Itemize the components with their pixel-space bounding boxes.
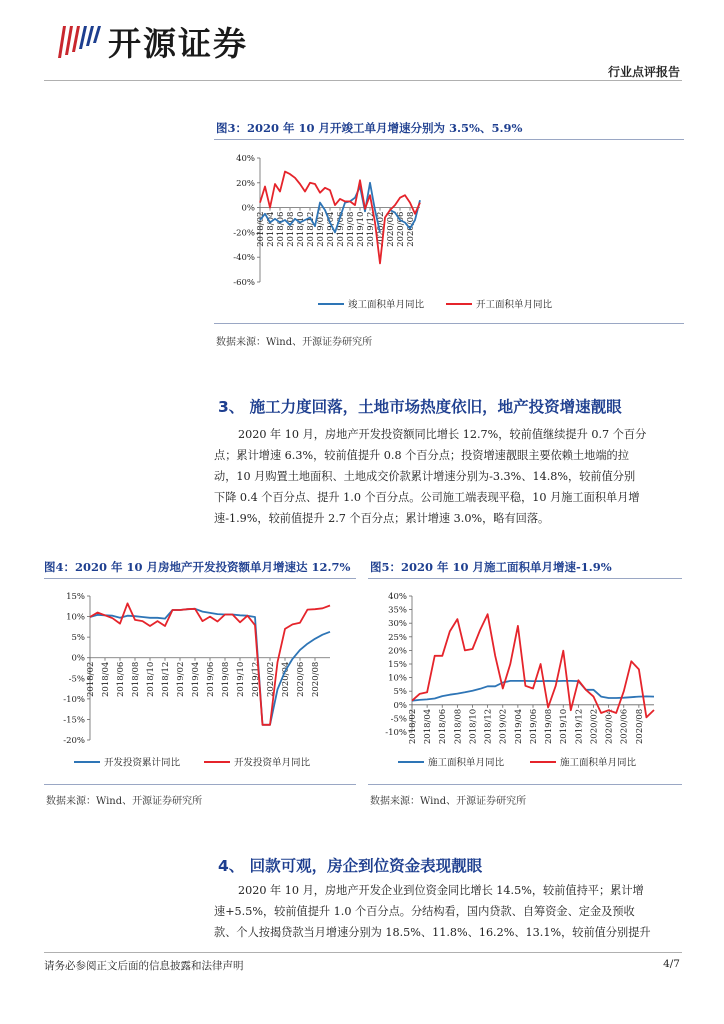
figure5-chart-svg xyxy=(368,582,682,780)
y-tick-label: 10% xyxy=(66,612,85,623)
figure5-source: 数据来源：Wind、开源证券研究所 xyxy=(370,796,527,807)
x-tick-label: 2019/02 xyxy=(316,211,326,247)
y-tick-label: -10% xyxy=(63,694,85,705)
x-tick-label: 2018/10 xyxy=(296,211,306,247)
x-tick-label: 2018/12 xyxy=(161,661,171,698)
x-tick-label: 2018/08 xyxy=(286,211,296,247)
x-tick-label: 2018/04 xyxy=(423,708,434,745)
x-tick-label: 2018/06 xyxy=(116,661,126,698)
x-tick-label: 2019/10 xyxy=(356,211,366,247)
x-tick-label: 2018/12 xyxy=(483,708,494,745)
x-tick-label: 2020/08 xyxy=(634,708,645,745)
y-tick-label: 10% xyxy=(388,673,407,684)
section4-heading: 4、 回款可观，房企到位资金表现靓眼 xyxy=(218,857,483,875)
x-tick-label: 2020/06 xyxy=(619,708,630,745)
y-tick-label: 0% xyxy=(393,700,407,711)
figure3-bottom-rule xyxy=(214,323,684,324)
x-tick-label: 2019/04 xyxy=(191,661,201,698)
figure4-chart-svg xyxy=(44,582,356,780)
x-tick-label: 2019/08 xyxy=(544,708,555,745)
x-tick-label: 2019/12 xyxy=(251,661,261,698)
x-tick-label: 2019/02 xyxy=(498,708,509,745)
page-number: 4/7 xyxy=(663,958,680,970)
x-tick-label: 2019/10 xyxy=(236,661,246,698)
x-tick-label: 2018/02 xyxy=(408,708,418,745)
x-tick-label: 2018/10 xyxy=(146,661,156,698)
x-tick-label: 2019/10 xyxy=(559,708,570,745)
section4-line-1: 2020 年 10 月，房地产开发企业到位资金同比增长 14.5%，较前值持平；累计增 xyxy=(238,884,644,897)
y-tick-label: -40% xyxy=(233,253,255,264)
x-tick-label: 2018/12 xyxy=(306,211,316,247)
header-divider xyxy=(44,80,682,81)
x-tick-label: 2019/04 xyxy=(326,211,336,247)
x-tick-label: 2019/12 xyxy=(366,211,376,247)
x-tick-label: 2019/08 xyxy=(346,211,356,247)
y-tick-label: 15% xyxy=(388,660,407,670)
section4-line-3: 款、个人按揭贷款当月增速分别为 18.5%、11.8%、16.2%、13.1%，较前值分别提升 xyxy=(214,926,651,939)
section4-body xyxy=(214,880,684,943)
y-tick-label: -20% xyxy=(63,736,85,746)
x-tick-label: 2020/08 xyxy=(311,661,321,698)
logo-stripe xyxy=(65,26,73,55)
section3-line-4: 下降 0.4 个百分点、提升 1.0 个百分点。公司施工端表现平稳，10 月施工面积单月增 xyxy=(214,491,640,504)
figure5-chart xyxy=(368,582,682,780)
x-tick-label: 2018/08 xyxy=(453,708,464,745)
x-tick-label: 2018/04 xyxy=(266,211,276,247)
y-tick-label: 35% xyxy=(388,605,407,616)
section3-line-3: 动，10 月购置土地面积、土地成交价款累计增速分别为-3.3%、14.8%，较前值分别 xyxy=(214,470,636,483)
x-tick-label: 2018/04 xyxy=(101,661,111,698)
x-tick-label: 2019/12 xyxy=(574,708,585,745)
y-tick-label: 25% xyxy=(388,632,407,643)
x-tick-label: 2018/02 xyxy=(86,661,96,698)
x-tick-label: 2020/02 xyxy=(589,708,600,745)
legend-label-2: 开工面积单月同比 xyxy=(476,299,553,311)
x-tick-label: 2020/02 xyxy=(376,211,386,247)
legend-label-2: 开发投资单月同比 xyxy=(234,757,311,769)
x-tick-label: 2018/02 xyxy=(256,211,266,247)
figure5-title-rule xyxy=(368,578,682,579)
legend-label-1: 竣工面积单月同比 xyxy=(348,299,425,311)
footer-disclaimer: 请务必参阅正文后面的信息披露和法律声明 xyxy=(44,960,244,972)
y-tick-label: 5% xyxy=(71,633,85,644)
company-logo xyxy=(52,18,104,64)
footer-divider xyxy=(44,952,682,953)
y-tick-label: -5% xyxy=(68,674,85,685)
section3-heading: 3、 施工力度回落，土地市场热度依旧，地产投资增速靓眼 xyxy=(218,398,622,416)
figure5-title: 图5：2020 年 10 月施工面积单月增速-1.9% xyxy=(370,560,612,574)
figure4-title: 图4：2020 年 10 月房地产开发投资额单月增速达 12.7% xyxy=(44,560,351,574)
x-tick-label: 2019/02 xyxy=(176,661,186,698)
section3-line-1: 2020 年 10 月，房地产开发投资额同比增长 12.7%，较前值继续提升 0.7 个百分 xyxy=(238,428,647,441)
figure4-source: 数据来源：Wind、开源证券研究所 xyxy=(46,796,203,807)
x-tick-label: 2018/10 xyxy=(468,708,479,745)
logo-stripe xyxy=(79,26,87,49)
series-line-2 xyxy=(412,614,654,717)
logo-stripe xyxy=(72,26,80,52)
y-tick-label: -20% xyxy=(233,228,255,239)
figure3-source: 数据来源：Wind、开源证券研究所 xyxy=(216,337,373,348)
logo-stripe xyxy=(86,26,94,46)
y-tick-label: 20% xyxy=(388,646,407,657)
x-tick-label: 2020/06 xyxy=(396,211,406,247)
x-tick-label: 2019/06 xyxy=(529,708,539,745)
section3-line-5: 速-1.9%，较前值提升 2.7 个百分点；累计增速 3.0%，略有回落。 xyxy=(214,512,550,525)
x-tick-label: 2020/04 xyxy=(281,661,291,698)
x-tick-label: 2020/04 xyxy=(386,211,396,247)
x-tick-label: 2018/08 xyxy=(131,661,141,698)
y-tick-label: 0% xyxy=(241,203,255,214)
y-tick-label: 30% xyxy=(388,619,407,630)
x-tick-label: 2020/02 xyxy=(266,661,276,698)
x-tick-label: 2020/04 xyxy=(604,708,615,745)
x-tick-label: 2019/08 xyxy=(221,661,231,698)
y-tick-label: 40% xyxy=(388,592,407,602)
figure3-chart xyxy=(214,142,684,320)
figure4-title-rule xyxy=(44,578,356,579)
figure4-chart xyxy=(44,582,356,780)
y-tick-label: 40% xyxy=(236,154,255,164)
figure4-bottom-rule xyxy=(44,784,356,785)
y-tick-label: -5% xyxy=(390,714,407,725)
x-tick-label: 2020/06 xyxy=(296,661,306,698)
y-tick-label: -60% xyxy=(233,278,255,288)
logo-stripe xyxy=(58,26,66,58)
legend-label-1: 开发投资累计同比 xyxy=(104,757,181,769)
y-tick-label: -10% xyxy=(385,728,407,738)
legend-label-2: 施工面积单月同比 xyxy=(560,757,637,769)
figure3-title: 图3：2020 年 10 月开竣工单月增速分别为 3.5%、5.9% xyxy=(216,121,523,135)
section4-line-2: 速+5.5%，较前值提升 1.0 个百分点。分结构看，国内贷款、自筹资金、定金及预收 xyxy=(214,905,635,918)
y-tick-label: 15% xyxy=(66,592,85,602)
series-line-1 xyxy=(412,681,654,701)
company-name: 开源证券 xyxy=(108,24,248,63)
logo-mark-icon xyxy=(52,18,104,64)
x-tick-label: 2019/06 xyxy=(336,211,346,247)
legend-label-1: 施工面积单月同比 xyxy=(428,757,505,769)
section3-line-2: 点；累计增速 6.3%，较前值提升 0.8 个百分点；投资增速靓眼主要依赖土地端的拉 xyxy=(214,449,629,462)
logo-stripe xyxy=(93,26,101,43)
figure5-bottom-rule xyxy=(368,784,682,785)
x-tick-label: 2020/08 xyxy=(406,211,416,247)
y-tick-label: -15% xyxy=(63,715,85,726)
x-tick-label: 2019/06 xyxy=(206,661,216,698)
x-tick-label: 2019/04 xyxy=(513,708,524,745)
y-tick-label: 20% xyxy=(236,178,255,189)
section3-body xyxy=(214,424,684,529)
y-tick-label: 0% xyxy=(71,653,85,664)
y-tick-label: 5% xyxy=(393,687,407,698)
x-tick-label: 2018/06 xyxy=(276,211,286,247)
figure3-title-rule xyxy=(214,139,684,140)
x-tick-label: 2018/06 xyxy=(438,708,449,745)
figure3-chart-svg xyxy=(214,142,684,320)
report-type: 行业点评报告 xyxy=(607,65,680,79)
